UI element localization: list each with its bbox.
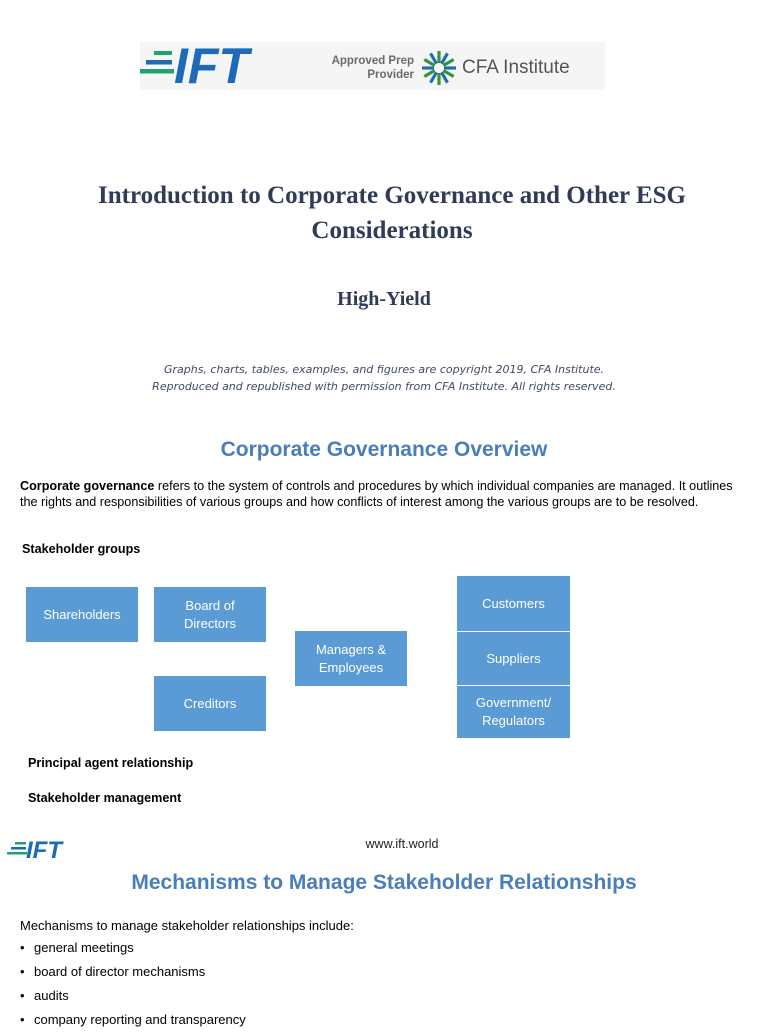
term-corporate-governance: Corporate governance (20, 479, 155, 493)
box-customers: Customers (457, 576, 570, 631)
box-creditors: Creditors (154, 676, 266, 731)
list-item: • general meetings (20, 940, 134, 955)
principal-agent-label: Principal agent relationship (28, 756, 194, 770)
mechanisms-intro: Mechanisms to manage stakeholder relationships include: (20, 918, 354, 933)
box-managers-employees: Managers & Employees (295, 631, 407, 686)
slide-heading-governance: Corporate Governance Overview (220, 438, 548, 461)
definition-text: refers to the system of controls and procedures by which individual companies are managed. It outlines the rights and responsibilities of various groups and how conflicts of interest among the various groups are to be resolved. (20, 479, 733, 509)
website-url[interactable]: www.ift.world (365, 837, 439, 851)
box-government-regulators: Government/ Regulators (457, 686, 570, 738)
box-board-of-directors: Board of Directors (154, 587, 266, 642)
box-shareholders: Shareholders (26, 587, 138, 642)
approved-provider-label: Approved Prep Provider (331, 55, 414, 81)
list-item: • audits (20, 988, 69, 1003)
ift-logo (140, 42, 308, 86)
cfa-institute-icon (421, 50, 457, 86)
document-subtitle: High-Yield (337, 288, 431, 310)
stakeholder-groups-label: Stakeholder groups (22, 542, 141, 556)
governance-definition (20, 479, 750, 510)
slide-heading-mechanisms: Mechanisms to Manage Stakeholder Relationships (131, 871, 637, 894)
cfa-institute-name: CFA Institute (462, 57, 570, 78)
box-suppliers: Suppliers (457, 632, 570, 685)
copyright-notice: Graphs, charts, tables, examples, and figures are copyright 2019, CFA Institute. Reproduced and republished with permission from CFA Institute. All rights reserved. (152, 363, 616, 393)
mechanisms-list (20, 939, 246, 1035)
stakeholder-management-label: Stakeholder management (28, 791, 182, 805)
list-item: • company reporting and transparency (20, 1012, 246, 1027)
document-title: Introduction to Corporate Governance and Other ESG Considerations (98, 182, 686, 244)
list-item: • board of director mechanisms (20, 964, 206, 979)
svg-text:IFT: IFT (26, 838, 62, 860)
svg-text:IFT: IFT (174, 42, 249, 86)
